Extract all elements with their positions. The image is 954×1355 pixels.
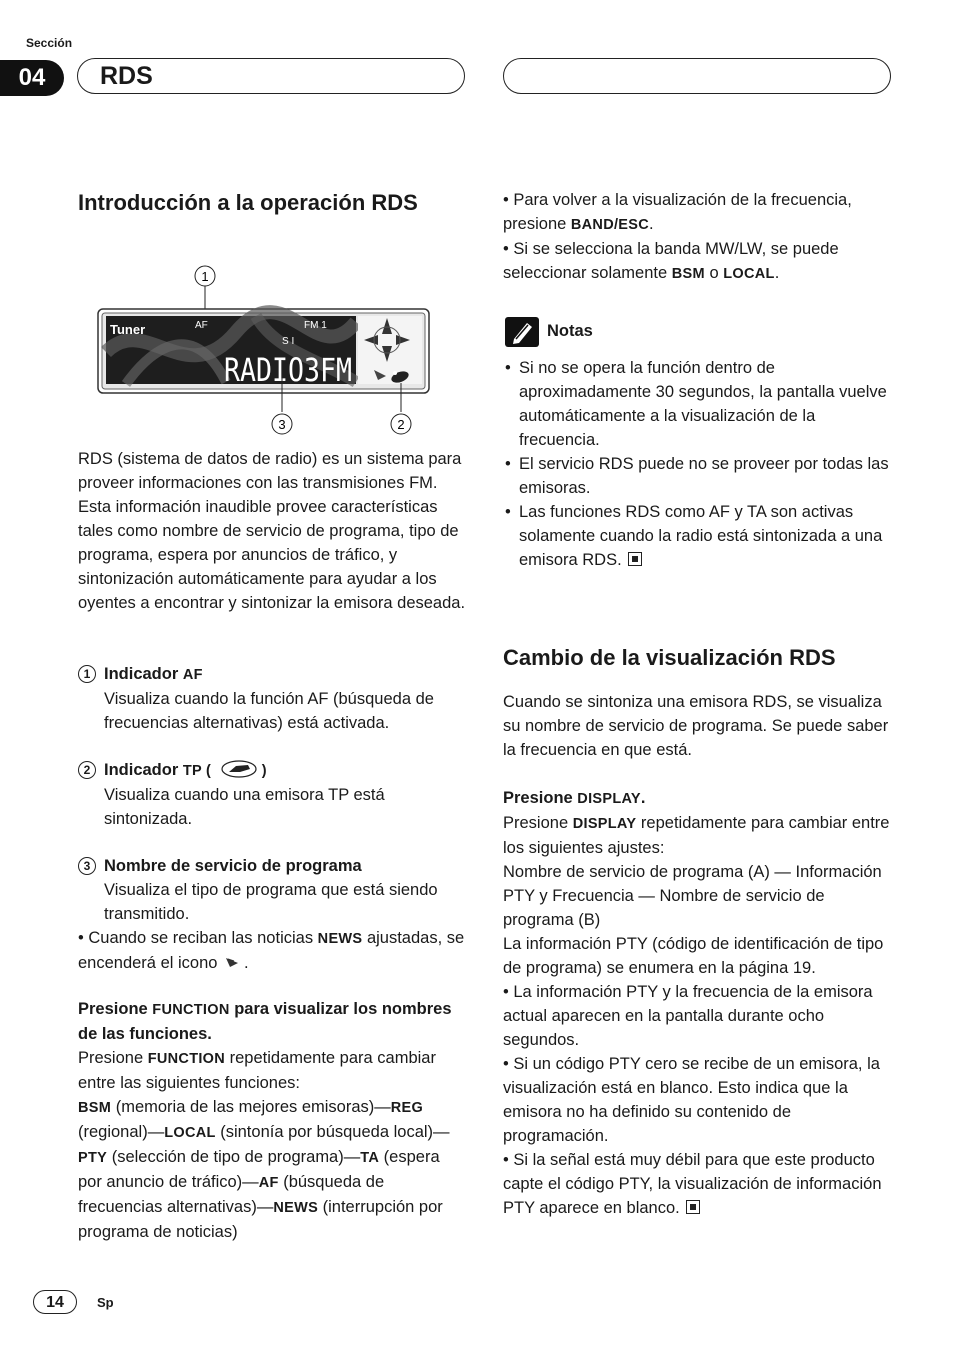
indicator-item-af: 1 Indicador AF Visualiza cuando la función AF (búsqueda de frecuencias alternativas) está activada. (78, 662, 468, 735)
section-heading-intro: Introducción a la operación RDS (78, 190, 418, 215)
tp-icon (220, 759, 258, 779)
indicator-item-tp: 2 Indicador TP ( ) Visualiza cuando una emisora TP está sintonizada. (78, 758, 468, 831)
item-number: 3 (78, 857, 96, 875)
section-heading-display: Cambio de la visualización RDS (503, 645, 836, 670)
display-source-label: Tuner (110, 322, 146, 337)
item-description: Visualiza el tipo de programa que está siendo transmitido. (104, 881, 438, 923)
item-description: Visualiza cuando una emisora TP está sintonizada. (104, 786, 385, 828)
news-note: • Cuando se reciban las noticias NEWS ajustadas, se encenderá el icono . (78, 929, 465, 972)
display-main-text: RADIO3FM (224, 351, 352, 389)
callout-1: 1 (201, 269, 209, 284)
note-item: • El servicio RDS puede no se proveer por todas las emisoras. (503, 452, 893, 500)
pty-info: La información PTY (código de identificación de tipo de programa) se enumera en la página 19. (503, 935, 884, 977)
section-label: Sección (26, 36, 73, 50)
item-number: 1 (78, 665, 96, 683)
end-mark-icon (628, 552, 642, 566)
title-frame-right (503, 58, 891, 94)
pty-bullet: • Si la señal está muy débil para que este producto capte el código PTY, la visualización de información PTY aparece en blanco. (503, 1151, 882, 1217)
item-number: 2 (78, 761, 96, 779)
section-number: 04 (0, 60, 64, 96)
display-af-label: AF (195, 320, 208, 331)
language-code: Sp (97, 1295, 114, 1310)
pty-bullet: • La información PTY y la frecuencia de la emisora actual aparecen en la pantalla durante ocho segundos. (503, 983, 873, 1049)
display-settings: Nombre de servicio de programa (A) — Información PTY y Frecuencia — Nombre de servicio de programa (B) (503, 863, 882, 929)
bullet-band-esc: • Para volver a la visualización de la frecuencia, presione BAND/ESC. (503, 191, 852, 233)
display-press-text: Presione DISPLAY repetidamente para cambiar entre los siguientes ajustes: (503, 814, 890, 857)
intro-paragraph: RDS (sistema de datos de radio) es un sistema para proveer informaciones con las transmisiones FM. Esta información inaudible provee características tales como nombre de servicio de programa, tipo de programa, espera por anuncios de tráfico, y sintonización automáticamente para ayudar a los oyentes a encontrar y sintonizar la emisora deseada. (78, 450, 466, 612)
callout-3: 3 (278, 417, 286, 432)
display-instructions (503, 786, 893, 1220)
function-press-text: Presione FUNCTION repetidamente para cambiar entre las siguientes funciones: (78, 1049, 436, 1092)
page-title: RDS (100, 62, 153, 90)
display-diagram (96, 262, 436, 442)
news-icon (222, 955, 244, 969)
function-instructions (78, 997, 468, 1244)
notes-list (503, 356, 893, 572)
note-item: • Las funciones RDS como AF y TA son activas solamente cuando la radio está sintonizada a una emisora RDS. (503, 500, 893, 572)
display-press-heading: Presione DISPLAY. (503, 789, 646, 807)
end-mark-icon (686, 1200, 700, 1214)
right-top-bullets (503, 188, 893, 286)
display-paragraph: Cuando se sintoniza una emisora RDS, se visualiza su nombre de servicio de programa. Se puede saber la frecuencia en que está. (503, 693, 889, 759)
function-list: BSM (memoria de las mejores emisoras)—REG (regional)—LOCAL (sintonía por búsqueda local)—PTY (selección de tipo de programa)—TA (espera por anuncio de tráfico)—AF (búsqueda de frecuencias alternativas)—NEWS (interrupción por programa de noticias) (78, 1098, 450, 1241)
display-si-label: S I (282, 336, 295, 347)
item-description: Visualiza cuando la función AF (búsqueda de frecuencias alternativas) está activada. (104, 690, 434, 732)
pty-bullet: • Si un código PTY cero se recibe de un emisora, la visualización está en blanco. Esto indica que la emisora no ha definido su contenido de programación. (503, 1055, 880, 1145)
display-illustration (96, 262, 436, 442)
bullet-mw-lw: • Si se selecciona la banda MW/LW, se puede seleccionar solamente BSM o LOCAL. (503, 240, 839, 282)
page-number: 14 (33, 1290, 77, 1314)
note-item: • Si no se opera la función dentro de aproximadamente 30 segundos, la pantalla vuelve automáticamente a la visualización de la frecuencia. (503, 356, 893, 452)
notes-pencil-icon (505, 317, 539, 347)
callout-2: 2 (397, 417, 405, 432)
display-fm-label: FM 1 (304, 320, 327, 331)
indicator-item-ps: 3 Nombre de servicio de programa Visualiza el tipo de programa que está siendo transmitido. • Cuando se reciban las noticias NEWS ajustadas, se encenderá el icono . (78, 854, 468, 975)
function-press-heading: Presione FUNCTION para visualizar los nombres de las funciones. (78, 1000, 452, 1043)
notes-title: Notas (547, 322, 593, 340)
